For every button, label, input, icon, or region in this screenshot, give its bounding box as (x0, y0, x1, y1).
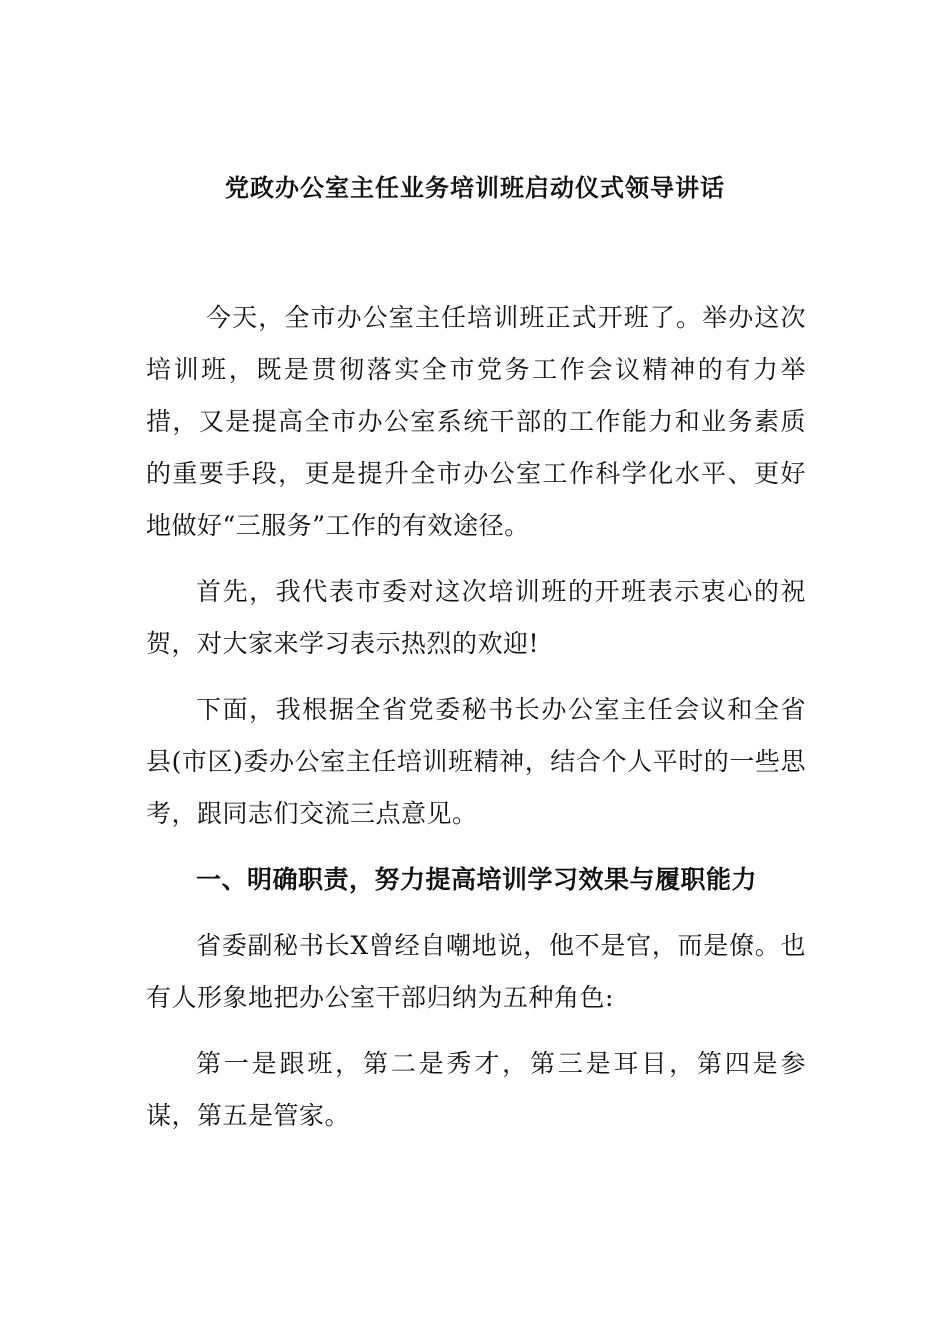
paragraph-intro: 下面，我根据全省党委秘书长办公室主任会议和全省县(市区)委办公室主任培训班精神，结合个人平时的一些思考，跟同志们交流三点意见。 (146, 695, 806, 828)
document-body (146, 292, 806, 1142)
paragraph-section-1: 省委副秘书长X曾经自嘲地说，他不是官，而是僚。也有人形象地把办公室干部归纳为五种角色: (146, 931, 806, 1012)
document-title: 党政办公室主任业务培训班启动仪式领导讲话 (225, 173, 725, 202)
paragraph-section-2: 第一是跟班，第二是秀才，第三是耳目，第四是参谋，第五是管家。 (146, 1049, 806, 1130)
paragraph-opening: 今天，全市办公室主任培训班正式开班了。举办这次培训班，既是贯彻落实全市党务工作会议精神的有力举措，又是提高全市办公室系统干部的工作能力和业务素质的重要手段，更是提升全市办公室工作科学化水平、更好地做好“三服务”工作的有效途径。 (146, 303, 806, 540)
paragraph-greeting: 首先，我代表市委对这次培训班的开班表示衷心的祝贺，对大家来学习表示热烈的欢迎! (146, 577, 806, 658)
section-heading: 一、明确职责，努力提高培训学习效果与履职能力 (196, 865, 758, 894)
